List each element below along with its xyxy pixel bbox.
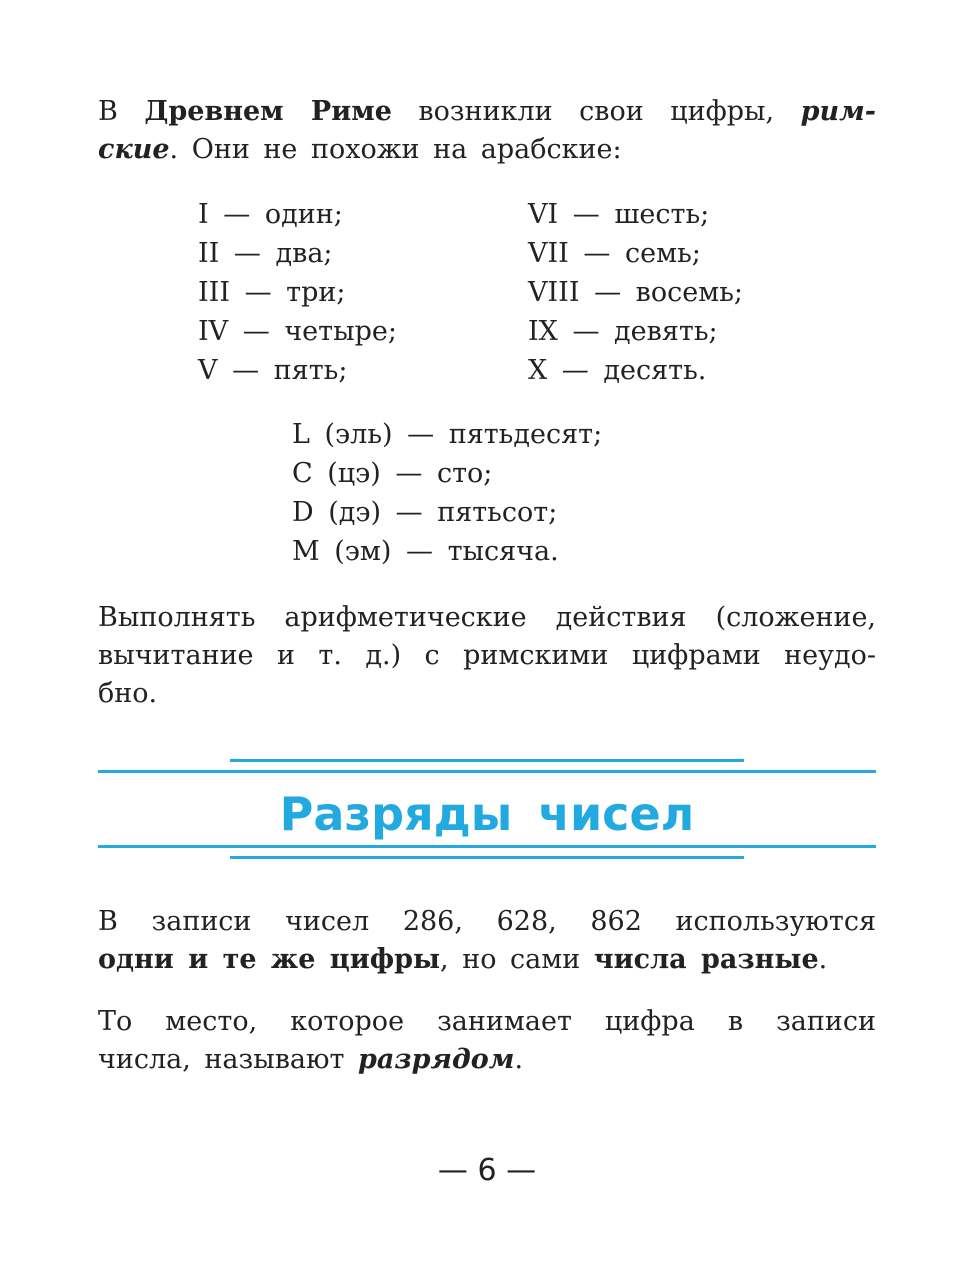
numeral-item: IV — четыре;	[198, 316, 397, 347]
numeral-item: II — два;	[198, 238, 333, 269]
numeral-item: М (эм) — тысяча.	[292, 536, 559, 567]
numerals-large-list	[292, 415, 602, 571]
numerals-left-column	[198, 195, 397, 390]
ancient-rome-bold: Древнем Риме	[144, 96, 392, 127]
numeral-item: VII — семь;	[528, 238, 701, 269]
heading-rule-top-short	[230, 759, 744, 762]
numeral-item: VI — шесть;	[528, 199, 710, 230]
roman-term-italic: рим-	[800, 96, 876, 127]
different-numbers-bold: числа разные	[593, 944, 819, 975]
intro-line-2: ские. Они не похожи на арабские:	[98, 134, 622, 165]
numeral-item: С (цэ) — сто;	[292, 458, 493, 489]
definition-paragraph: То место, которое занимает цифра в записи числа, называют разрядом.	[98, 1006, 876, 1075]
numeral-item: VIII — восемь;	[528, 277, 744, 308]
numeral-item: III — три;	[198, 277, 346, 308]
digit-place-term: разрядом	[358, 1044, 515, 1075]
page-number: — 6 —	[437, 1153, 537, 1188]
section-title: Разряды чисел	[279, 787, 695, 841]
numeral-item: X — десять.	[528, 355, 707, 386]
numeral-item: L (эль) — пятьдесят;	[292, 419, 603, 450]
same-digits-bold: одни и те же цифры	[98, 944, 441, 975]
intro-line-1: В Древнем Риме возникли свои цифры, рим-	[98, 96, 876, 127]
heading-rule-bottom-short	[230, 856, 744, 859]
numerals-right-column	[528, 195, 743, 390]
numeral-item: I — один;	[198, 199, 343, 230]
heading-rule-top-long	[98, 770, 876, 773]
numeral-item: IX — девять;	[528, 316, 718, 347]
arithmetic-paragraph: Выполнять арифметические действия (сложение, вычитание и т. д.) с римскими цифрами неудо- бно.	[98, 602, 876, 709]
numeral-item: V — пять;	[198, 355, 348, 386]
intro-paragraph	[98, 93, 876, 169]
heading-rule-bottom-long	[98, 845, 876, 848]
digits-paragraph: В записи чисел 286, 628, 862 используются одни и те же цифры, но сами числа разные.	[98, 906, 876, 975]
numeral-item: D (дэ) — пятьсот;	[292, 497, 558, 528]
